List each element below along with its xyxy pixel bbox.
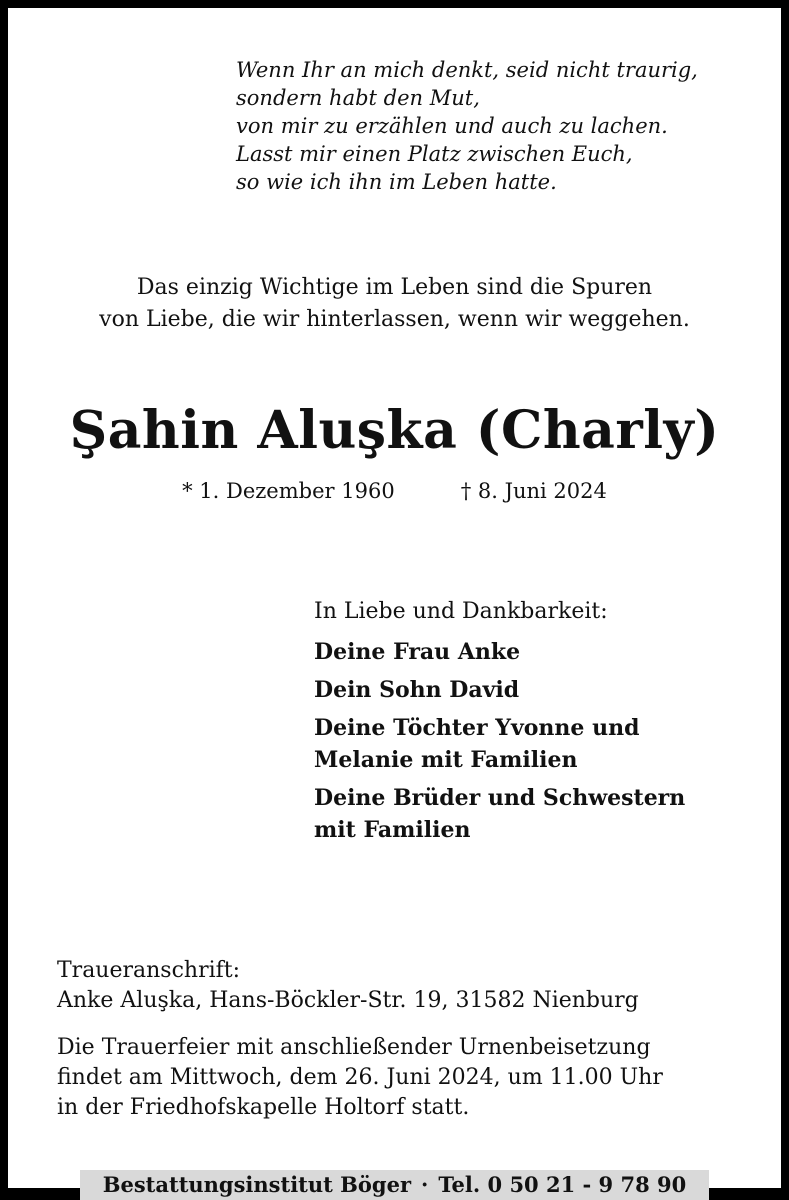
footer-separator: · — [421, 1172, 429, 1197]
mourner-line: mit Familien — [314, 817, 471, 843]
mourner-entry — [314, 636, 734, 668]
mourner-entry — [314, 782, 734, 846]
poem-line: sondern habt den Mut, — [236, 86, 480, 110]
service-line: Die Trauerfeier mit anschließender Urnenbeisetzung — [57, 1035, 651, 1060]
life-dates — [0, 476, 789, 506]
birth-date: * 1. Dezember 1960 — [182, 479, 395, 503]
mourner-line: Deine Frau Anke — [314, 639, 521, 665]
mourners — [314, 596, 734, 852]
service-line: findet am Mittwoch, dem 26. Juni 2024, um 11.00 Uhr — [57, 1065, 663, 1090]
death-date: † 8. Juni 2024 — [460, 479, 607, 503]
mourner-line: Deine Töchter Yvonne und — [314, 715, 640, 741]
funeral-home-name: Bestattungsinstitut Böger — [102, 1172, 412, 1197]
quote-line: von Liebe, die wir hinterlassen, wenn wir weggehen. — [99, 307, 690, 332]
deceased-name: Şahin Aluşka (Charly) — [69, 400, 720, 461]
funeral-service-info — [57, 1033, 730, 1123]
poem-line: Lasst mir einen Platz zwischen Euch, — [236, 142, 633, 166]
poem-line: von mir zu erzählen und auch zu lachen. — [236, 114, 668, 138]
mourner-entry — [314, 712, 734, 776]
address-value: Anke Aluşka, Hans-Böckler-Str. 19, 31582 Nienburg — [57, 988, 639, 1013]
mourner-line: Melanie mit Familien — [314, 747, 578, 773]
poem-line: Wenn Ihr an mich denkt, seid nicht traurig, — [236, 58, 698, 82]
funeral-home-footer — [80, 1170, 709, 1200]
mourner-line: Dein Sohn David — [314, 677, 520, 703]
mourners-intro: In Liebe und Dankbarkeit: — [314, 599, 608, 624]
mourning-address — [57, 956, 737, 1016]
funeral-home-phone: Tel. 0 50 21 - 9 78 90 — [438, 1172, 687, 1197]
mourner-line: Deine Brüder und Schwestern — [314, 785, 686, 811]
quote — [0, 272, 789, 336]
service-line: in der Friedhofskapelle Holtorf statt. — [57, 1095, 470, 1120]
quote-line: Das einzig Wichtige im Leben sind die Spuren — [136, 275, 653, 300]
poem-line: so wie ich ihn im Leben hatte. — [236, 170, 557, 194]
address-label: Traueranschrift: — [57, 958, 241, 983]
poem — [236, 56, 756, 196]
mourner-entry — [314, 674, 734, 706]
